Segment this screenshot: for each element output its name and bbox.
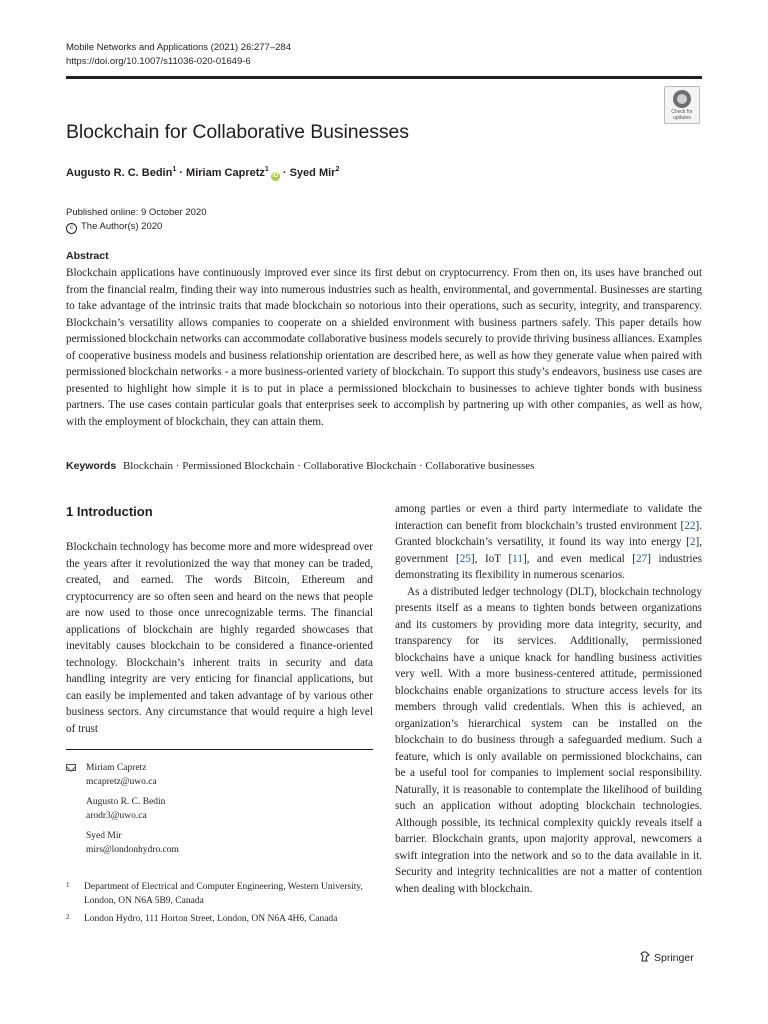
publisher-logo [640,951,694,964]
intro-paragraph: As a distributed ledger technology (DLT), blockchain technology presents itself as a means to tighten bonds between organizations and its customers by providing more data integrity, security, and transparency for its services. Additionally, permissioned blockchains have a unique knack for handling business activities very well. With a more business-centered attitude, permissioned blockchains enable organizations to structure access levels for its members through valid credentials. When this is achieved, an organization’s hierarchical system can be installed on the blockchain to do business through a safeguarded medium. Such a feature, which is only available on permissioned blockchains, can be a useful tool for companies to implement social responsibility. Naturally, it is reasonable to contemplate the likelihood of building such an application without adopting blockchain technologies. Although possible, its technical complexity quickly reveals itself a barrier. Blockchain grants, upon majority approval, newcomers a swift integration into the network and so to the data available in it. Security and integrity technicalities are not a matter of contention when dealing with blockchain. [395,585,702,895]
intro-paragraph: among parties or even a third party intermediate to validate the interaction can benefit from blockchain’s trusted environment [22]. Granted blockchain’s versatility, it found its way into energy [2], government [25], IoT [11], and even medical [27] industries demonstrating its flexibility in numerous scenarios. [395,503,702,581]
affiliation-text: London Hydro, 111 Horton Street, London, ON N6A 4H6, Canada [84,914,338,924]
springer-horse-icon [640,951,650,962]
published-date: Published online: 9 October 2020 [66,207,207,218]
affiliation-text: Department of Electrical and Computer Engineering, Western University, London, ON N6A 5B9, Canada [84,882,363,906]
author-list [66,167,339,181]
footnote-rule [66,749,373,750]
contact-entry [86,796,165,823]
author-separator: · [179,167,183,179]
contact-entry [86,830,179,857]
paper-title: Blockchain for Collaborative Businesses [66,121,409,143]
check-for-updates-icon[interactable]: Check for updates [664,86,700,124]
citation-link[interactable]: 22 [684,519,696,532]
keywords-list: Blockchain · Permissioned Blockchain · Collaborative Blockchain · Collaborative businesses [122,460,535,472]
keywords [66,460,702,472]
contact-name: Augusto R. C. Bedin [86,797,166,807]
abstract-text: Blockchain applications have continuously improved ever since its first debut on cryptocurrency. From then on, its uses have branched out from the financial realm, finding their way into numerous industries such as health, environmental, and governmental. Businesses are starting to take advantage of the intrinsic traits that made blockchain so notorious into their operations, such as security, integrity, and transparency. Blockchain’s versatility allows companies to cooperate on a shielded environment with business partners safely. This paper details how permissioned blockchain networks can accommodate collaborative business models securely to provide thriving business alliances. Examples of cooperative business models and business relationship orientation are described here, as well as how they generate value when paired with permissioned blockchain networks - a more business-oriented variety of blockchain. To support this study’s endeavors, business use cases are presented to highlight how simple it is to put in place a permissioned blockchain to businesses to achieve tighter bonds with business partners. The use cases contain particular goals that enterprises seek to accomplish by partnering up with other companies, as well as how, with the employment of blockchain, they can attain them. [66,267,702,428]
affiliation-number: 2 [66,913,70,921]
citation-link[interactable]: 2 [689,536,696,548]
copyright-line: The Author(s) 2020 [81,221,163,232]
affiliation [66,913,373,927]
publication-info [66,206,207,234]
citation-link[interactable]: 27 [636,552,648,565]
contact-entry [86,762,157,789]
citation-link[interactable]: 25 [459,552,471,565]
section-heading: 1 Introduction [66,504,153,519]
abstract-heading: Abstract [66,250,109,262]
intro-left-column: Blockchain technology has become more and more widespread over the years after it revolutionized the way that money can be traded, created, and earned. The words Bitcoin, Ethereum and cryptocurrency are so often seen and heard on the news that people are now used to those once unrecognizable terms. The financial applications of blockchain are highly regarded showcases that inevitably causes blockchain to be considered a finance-oriented technology. Blockchain’s inherent traits in security and data handling integrity are very enticing for financial applications, but can easily be implemented and taken advantage of by various other business sectors. Any circumstance that would require a high level of trust [66,541,373,735]
author-name[interactable]: Miriam Capretz [186,167,265,179]
mail-icon [66,764,76,771]
intro-right-column [395,501,702,897]
contact-email[interactable]: mirs@londonhydro.com [86,844,179,855]
author-affiliation-mark: 1 [264,166,269,173]
affiliation-number: 1 [66,881,70,889]
contact-name: Miriam Capretz [86,763,147,773]
author-affiliation-mark: 1 [172,166,177,173]
citation-link[interactable]: 11 [512,552,523,565]
author-name[interactable]: Syed Mir [289,167,336,179]
contact-email[interactable]: arodr3@uwo.ca [86,810,147,821]
author-name[interactable]: Augusto R. C. Bedin [66,167,173,179]
keywords-label: Keywords [66,460,117,472]
orcid-icon[interactable]: iD [272,173,279,179]
doi-link[interactable]: https://doi.org/10.1007/s11036-020-01649-6 [66,56,251,67]
journal-header [66,41,291,69]
publisher-name: Springer [654,952,694,964]
affiliation [66,881,373,908]
author-separator: · [282,167,287,179]
header-rule [66,76,702,79]
contact-email[interactable]: mcapretz@uwo.ca [86,776,157,787]
journal-citation: Mobile Networks and Applications (2021) 26:277–284 [66,42,291,53]
open-access-cc-icon: c [66,223,77,234]
author-affiliation-mark: 2 [335,166,340,173]
contact-name: Syed Mir [86,831,122,841]
